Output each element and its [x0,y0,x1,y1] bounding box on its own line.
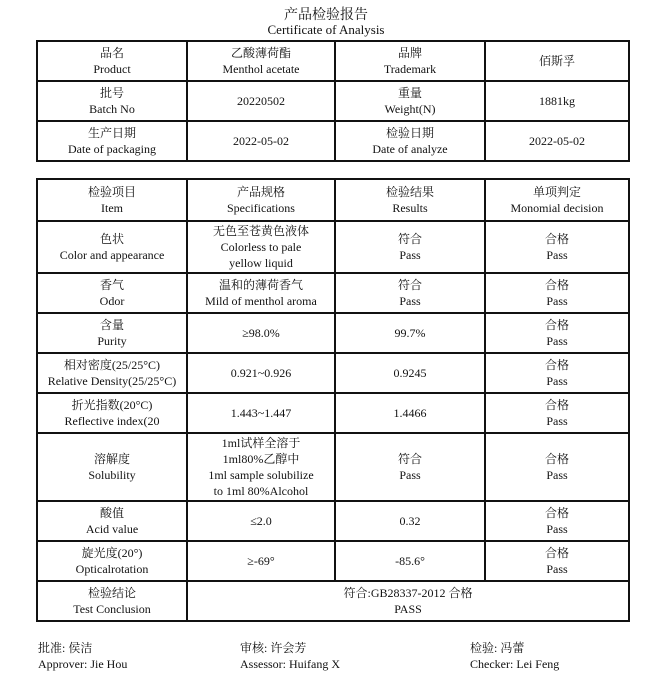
decision-color: 合格 Pass [485,221,629,273]
spec-color: 无色至苍黄色液体 Colorless to pale yellow liquid [187,221,335,273]
product-label: 品名 Product [37,41,187,81]
spec-acid: ≤2.0 [187,501,335,541]
packaging-date-value: 2022-05-02 [187,121,335,161]
product-value: 乙酸薄荷酯 Menthol acetate [187,41,335,81]
batch-label: 批号 Batch No [37,81,187,121]
weight-label: 重量 Weight(N) [335,81,485,121]
info-row-batch [37,81,629,121]
title-chinese: 产品检验报告 [284,8,368,23]
spec-optical: ≥-69° [187,541,335,581]
decision-density: 合格 Pass [485,353,629,393]
test-results-table [36,178,630,622]
result-purity: 99.7% [335,313,485,353]
result-color: 符合 Pass [335,221,485,273]
result-density: 0.9245 [335,353,485,393]
table-row [37,433,629,501]
item-optical: 旋光度(20°) Opticalrotation [37,541,187,581]
item-odor: 香气 Odor [37,273,187,313]
header-results: 检验结果 Results [335,179,485,221]
table-row [37,501,629,541]
conclusion-row [37,581,629,621]
trademark-label: 品牌 Trademark [335,41,485,81]
batch-value: 20220502 [187,81,335,121]
spec-odor: 温和的薄荷香气 Mild of menthol aroma [187,273,335,313]
table-row [37,221,629,273]
item-color: 色状 Color and appearance [37,221,187,273]
result-solubility: 符合 Pass [335,433,485,501]
analyze-date-value: 2022-05-02 [485,121,629,161]
decision-purity: 合格 Pass [485,313,629,353]
table-row [37,273,629,313]
item-density: 相对密度(25/25°C) Relative Density(25/25°C) [37,353,187,393]
decision-odor: 合格 Pass [485,273,629,313]
result-odor: 符合 Pass [335,273,485,313]
checker-signature: 检验: 冯蕾 Checker: Lei Feng [470,641,560,671]
conclusion-value: 符合:GB28337-2012 合格 PASS [187,581,629,621]
product-info-table [36,40,630,162]
item-acid: 酸值 Acid value [37,501,187,541]
spec-refractive: 1.443~1.447 [187,393,335,433]
result-refractive: 1.4466 [335,393,485,433]
result-acid: 0.32 [335,501,485,541]
table-row [37,353,629,393]
weight-value: 1881kg [485,81,629,121]
result-optical: -85.6° [335,541,485,581]
table-row [37,541,629,581]
packaging-date-label: 生产日期 Date of packaging [37,121,187,161]
decision-optical: 合格 Pass [485,541,629,581]
table-row [37,313,629,353]
info-row-product [37,41,629,81]
decision-acid: 合格 Pass [485,501,629,541]
approver-signature: 批准: 侯洁 Approver: Jie Hou [38,641,128,671]
item-purity: 含量 Purity [37,313,187,353]
item-solubility: 溶解度 Solubility [37,433,187,501]
spec-density: 0.921~0.926 [187,353,335,393]
trademark-value: 佰斯孚 [485,41,629,81]
info-row-dates [37,121,629,161]
item-refractive: 折光指数(20°C) Reflective index(20 [37,393,187,433]
analyze-date-label: 检验日期 Date of analyze [335,121,485,161]
title-english: Certificate of Analysis [267,22,385,37]
decision-solubility: 合格 Pass [485,433,629,501]
header-specifications: 产品规格 Specifications [187,179,335,221]
spec-solubility: 1ml试样全溶于 1ml80%乙醇中 1ml sample solubilize to 1ml 80%Alcohol [187,433,335,501]
conclusion-label: 检验结论 Test Conclusion [37,581,187,621]
decision-refractive: 合格 Pass [485,393,629,433]
header-decision: 单项判定 Monomial decision [485,179,629,221]
spec-purity: ≥98.0% [187,313,335,353]
header-item: 检验项目 Item [37,179,187,221]
table-row [37,393,629,433]
assessor-signature: 审核: 许会芳 Assessor: Huifang X [240,641,340,671]
test-header-row [37,179,629,221]
